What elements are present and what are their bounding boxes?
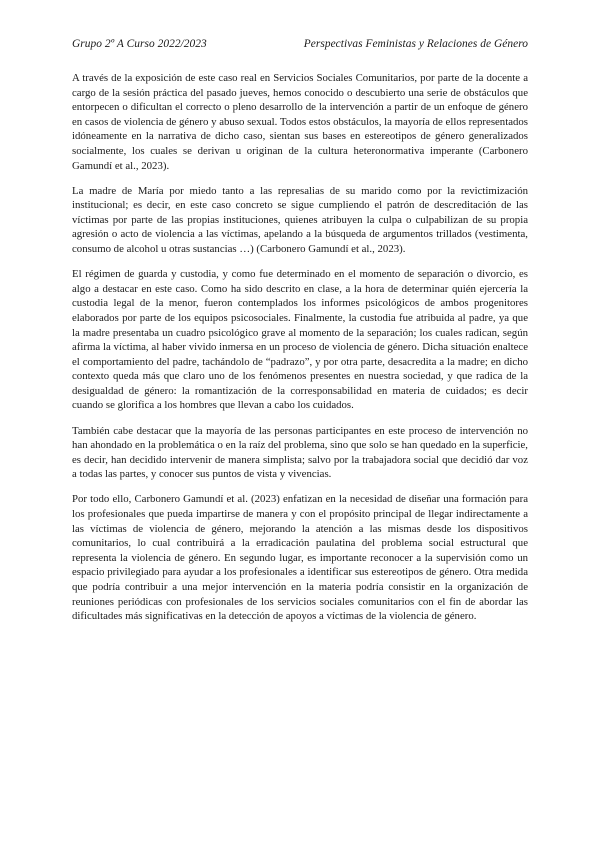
paragraph-5: Por todo ello, Carbonero Gamundí et al. (2023) enfatizan en la necesidad de diseñar una formación para los profesionales que pueda impartirse de manera y con el propósito principal de llegar indirectamente a las víctimas de violencia de género, mejorando la atención a las mismas desde los dispositivos comunitarios, lo cual contribuirá a la erradicación paulatina del problema social estructural que representa la violencia de género. En segundo lugar, es importante reconocer a la supervisión como un espacio privilegiado para ayudar a los profesionales a identificar sus estereotipos de género. Otra medida que podría contribuir a una mejor intervención en la materia podría consistir en la organización de reuniones periódicas con profesionales de los servicios sociales comunitarios con el fin de abordar las dificultades más significativas en la detección de apoyos a víctimas de la violencia de género. (72, 493, 528, 623)
header-subject-title: Perspectivas Feministas y Relaciones de Género (303, 38, 528, 50)
document-body (72, 71, 528, 634)
header-course-info: Grupo 2º A Curso 2022/2023 (72, 38, 207, 50)
paragraph-2: La madre de María por miedo tanto a las represalias de su marido como por la revictimización institucional; es decir, en este caso concreto se sigue cumpliendo el patrón de descreditación de las víctimas por parte de las propias instituciones, quienes atribuyen la culpa o culpabilizan de su propia agresión o acto de violencia a las víctimas, apelando a la búsqueda de argumentos trillados (vestimenta, consumo de alcohol u otras sustancias …) (Carbonero Gamundí et al., 2023). (72, 184, 528, 256)
page-header (72, 38, 528, 50)
paragraph-4: También cabe destacar que la mayoría de las personas participantes en este proceso de intervención no han ahondado en la problemática o en la raíz del problema, sino que solo se han quedado en la superficie, es decir, han decidido intervenir de manera simplista; salvo por la trabajadora social que decidió dar voz a todas las partes, y conocer sus puntos de vista y vivencias. (72, 424, 528, 481)
paragraph-3: El régimen de guarda y custodia, y como fue determinado en el momento de separación o divorcio, es algo a destacar en este caso. Como ha sido descrito en clase, a la hora de determinar quién ejercería la custodia legal de la menor, fueron contemplados los informes psicológicos de ambos progenitores elaborados por parte de los equipos psicosociales. Finalmente, la custodia fue atribuida al padre, ya que la madre presentaba un cuadro psicológico grave al momento de la separación; los cuales radican, según afirma la víctima, al haber vivido inmersa en un proceso de violencia de género. Dicha situación enaltece el comportamiento del padre, tachándolo de “padrazo”, y por otra parte, desacredita a la madre; en dicho contexto queda más que claro uno de los fenómenos presentes en nuestra sociedad, y que radica de la desigualdad de género: la romantización de la corresponsabilidad en materia de cuidados; es decir cuando se glorifica a los hombres que llevan a cabo los cuidados. (72, 268, 528, 412)
paragraph-1: A través de la exposición de este caso real en Servicios Sociales Comunitarios, por parte de la docente a cargo de la sesión práctica del pasado jueves, hemos conocido o descubierto una serie de obstáculos que entorpecen o dificultan el correcto o pleno desarrollo de la intervención a partir de un enfoque de género en casos de violencia de género y abuso sexual. Todos estos obstáculos, la mayoría de ellos representados idóneamente en la narrativa de dicho caso, sientan sus bases en estereotipos de género generalizados socialmente, los cuales se derivan u originan de la cultura heteronormativa imperante (Carbonero Gamundí et al., 2023). (72, 72, 528, 172)
